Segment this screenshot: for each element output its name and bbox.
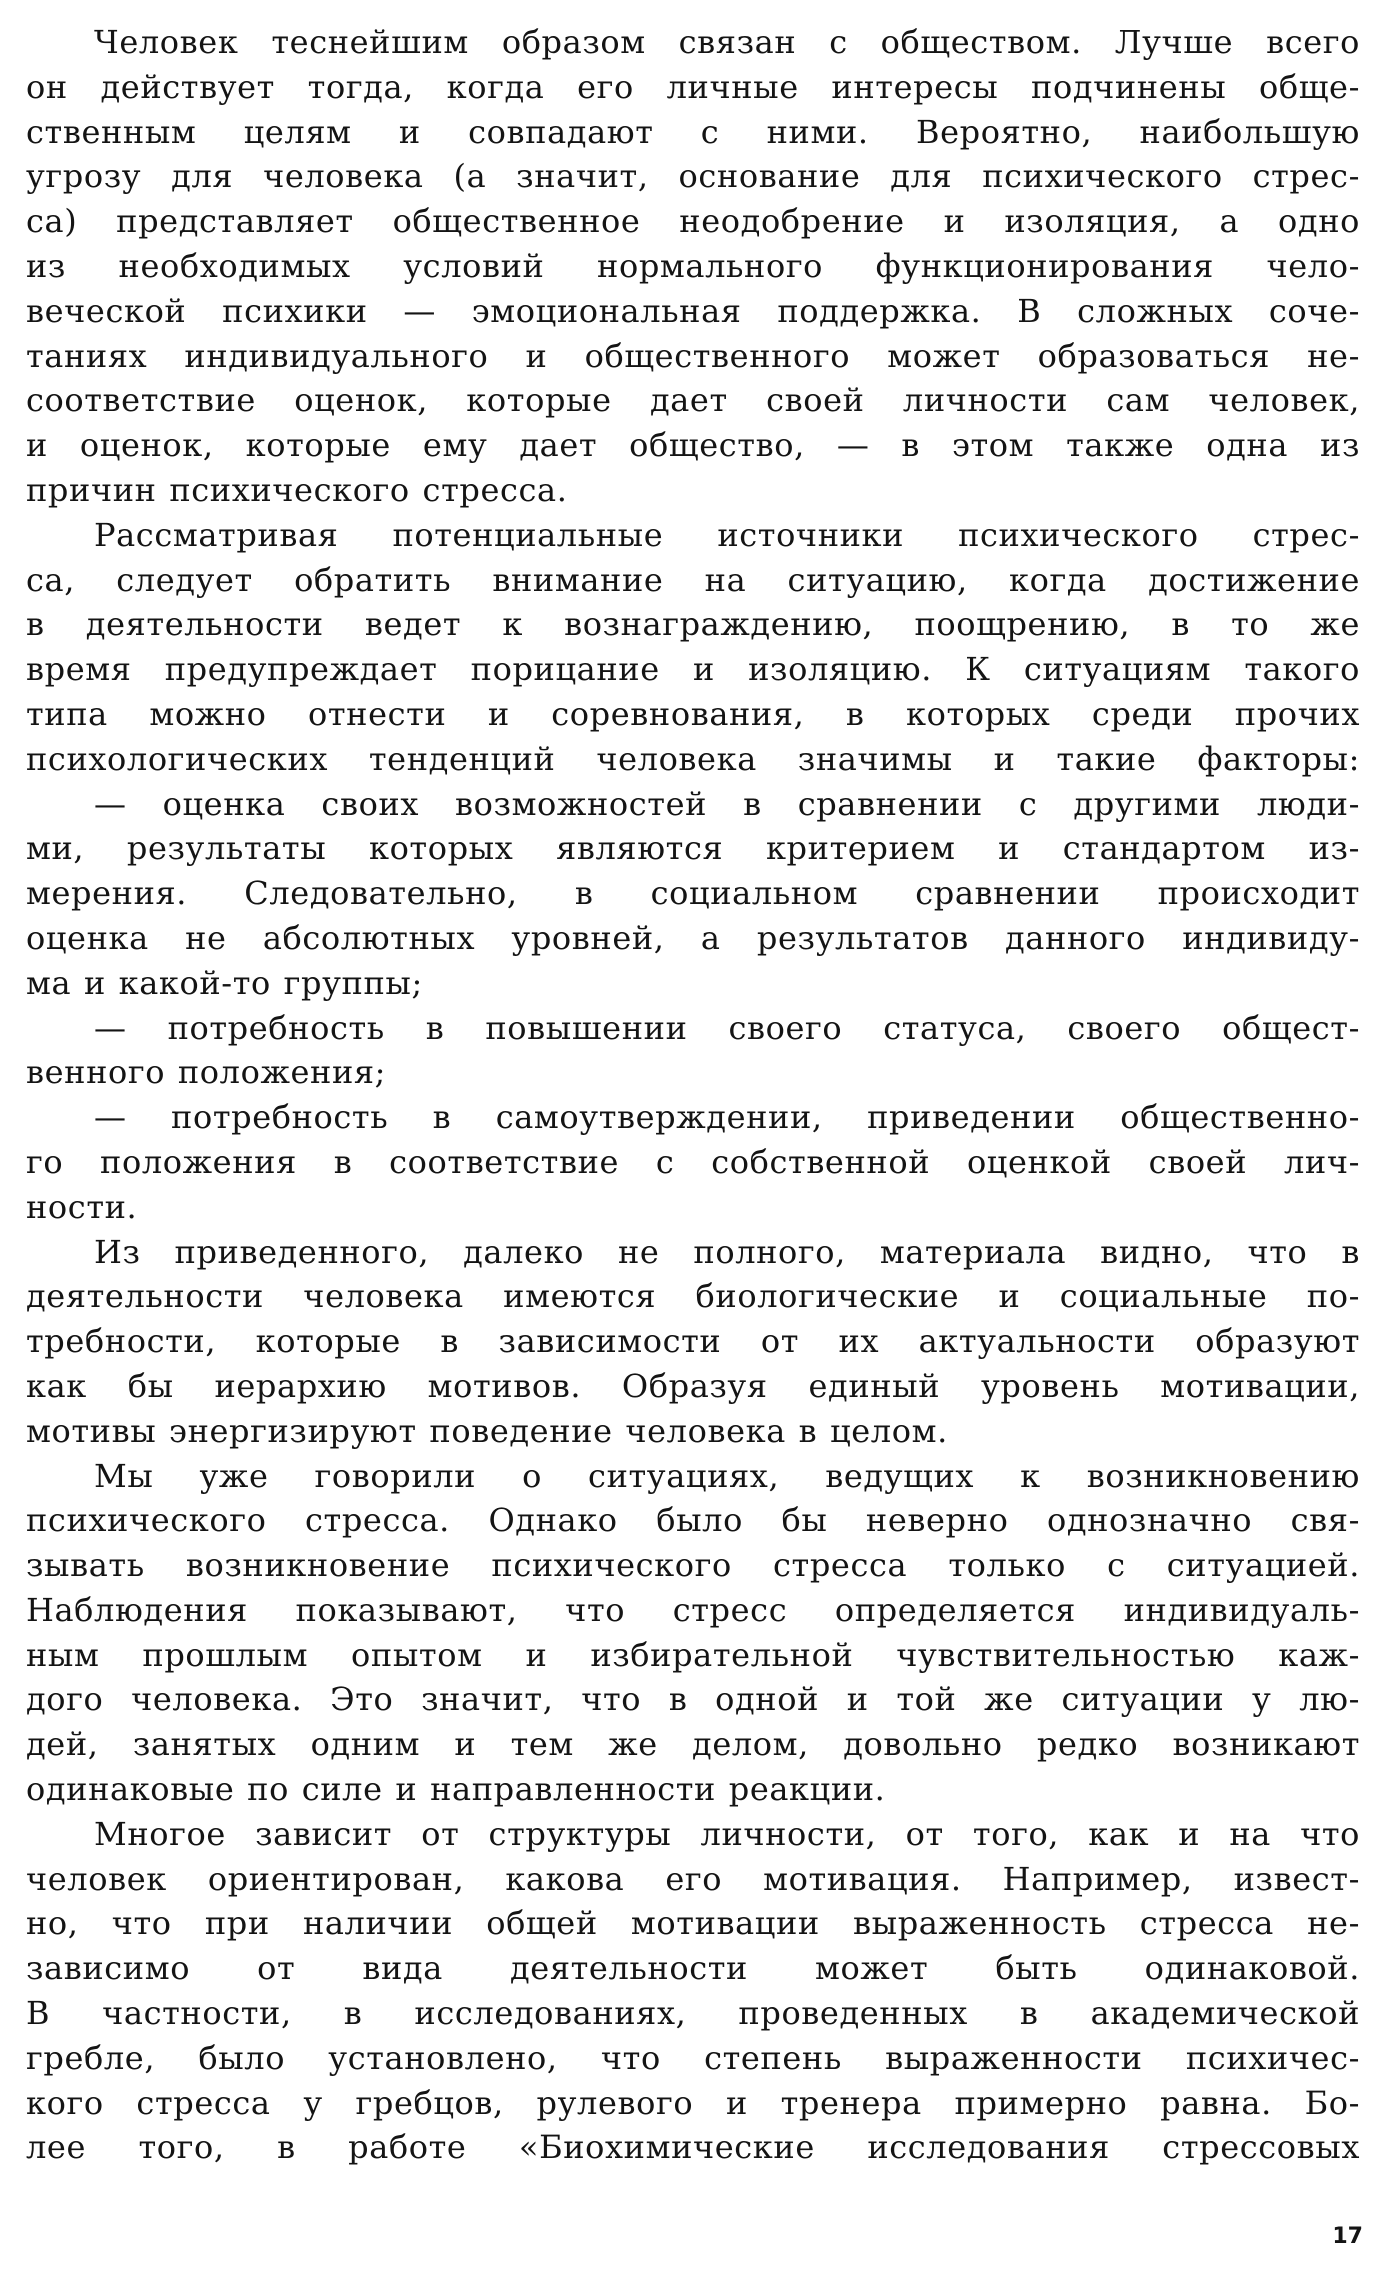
text-line: са) представляет общественное неодобрение и изоляция, а одно	[26, 202, 1360, 241]
page-number: 17	[1332, 2224, 1363, 2249]
text-line: зывать возникновение психического стресса только с ситуацией.	[26, 1546, 1360, 1585]
text-line: дого человека. Это значит, что в одной и той же ситуации у лю-	[26, 1680, 1360, 1719]
text-line: деятельности человека имеются биологические и социальные по-	[26, 1277, 1360, 1316]
text-line: зависимо от вида деятельности может быть одинаковой.	[26, 1949, 1360, 1988]
text-line: мотивы энергизируют поведение человека в целом.	[26, 1411, 948, 1450]
text-line: оценка не абсолютных уровней, а результатов данного индивиду-	[26, 918, 1360, 957]
text-line: таниях индивидуального и общественного может образоваться не-	[26, 336, 1360, 375]
text-line: но, что при наличии общей мотивации выраженность стресса не-	[26, 1904, 1360, 1943]
text-line: как бы иерархию мотивов. Образуя единый уровень мотивации,	[26, 1366, 1360, 1405]
text-line: — потребность в повышении своего статуса, своего общест-	[94, 1008, 1360, 1047]
text-line: ным прошлым опытом и избирательной чувствительностью каж-	[26, 1635, 1360, 1674]
text-line: мерения. Следовательно, в социальном сравнении происходит	[26, 874, 1360, 913]
text-line: веческой психики — эмоциональная поддержка. В сложных соче-	[26, 291, 1360, 330]
text-line: требности, которые в зависимости от их актуальности образуют	[26, 1322, 1360, 1361]
text-line: из необходимых условий нормального функционирования чело-	[26, 246, 1360, 285]
text-line: ма и какой-то группы;	[26, 963, 423, 1002]
text-line: в деятельности ведет к вознаграждению, поощрению, в то же	[26, 605, 1360, 644]
text-line: Мы уже говорили о ситуациях, ведущих к возникновению	[94, 1456, 1360, 1495]
text-line: — потребность в самоутверждении, приведении общественно-	[94, 1098, 1360, 1137]
text-line: лее того, в работе «Биохимические исследования стрессовых	[26, 2128, 1360, 2167]
text-line: соответствие оценок, которые дает своей личности сам человек,	[26, 381, 1360, 420]
text-line: время предупреждает порицание и изоляцию. К ситуациям такого	[26, 650, 1360, 689]
text-line: Наблюдения показывают, что стресс определяется индивидуаль-	[26, 1590, 1360, 1629]
text-line: Многое зависит от структуры личности, от того, как и на что	[94, 1814, 1360, 1853]
text-line: одинаковые по силе и направленности реакции.	[26, 1770, 886, 1809]
text-line: гребле, было установлено, что степень выраженности психичес-	[26, 2038, 1360, 2077]
text-line: человек ориентирован, какова его мотивация. Например, извест-	[26, 1859, 1360, 1898]
text-line: психического стресса. Однако было бы неверно однозначно свя-	[26, 1501, 1360, 1540]
text-line: — оценка своих возможностей в сравнении с другими люди-	[94, 784, 1360, 823]
text-line: причин психического стресса.	[26, 470, 568, 509]
text-line: психологических тенденций человека значимы и такие факторы:	[26, 739, 1360, 778]
text-line: дей, занятых одним и тем же делом, довольно редко возникают	[26, 1725, 1360, 1764]
text-line: угрозу для человека (а значит, основание для психического стрес-	[26, 157, 1360, 196]
text-line: Из приведенного, далеко не полного, материала видно, что в	[94, 1232, 1360, 1271]
page-text	[26, 20, 1360, 2170]
text-line: Рассматривая потенциальные источники психического стрес-	[94, 515, 1360, 554]
text-line: го положения в соответствие с собственной оценкой своей лич-	[26, 1142, 1360, 1181]
book-page	[26, 20, 1360, 2220]
text-line: ности.	[26, 1187, 138, 1226]
text-line: Человек теснейшим образом связан с обществом. Лучше всего	[94, 23, 1360, 61]
text-line: В частности, в исследованиях, проведенных в академической	[26, 1994, 1360, 2033]
text-line: он действует тогда, когда его личные интересы подчинены обще-	[26, 67, 1360, 106]
text-line: ственным целям и совпадают с ними. Вероятно, наибольшую	[26, 112, 1360, 151]
text-line: типа можно отнести и соревнования, в которых среди прочих	[26, 694, 1360, 733]
text-line: кого стресса у гребцов, рулевого и тренера примерно равна. Бо-	[26, 2083, 1360, 2122]
text-line: са, следует обратить внимание на ситуацию, когда достижение	[26, 560, 1360, 599]
text-line: ми, результаты которых являются критерием и стандартом из-	[26, 829, 1360, 868]
text-line: и оценок, которые ему дает общество, — в этом также одна из	[26, 426, 1360, 465]
text-line: венного положения;	[26, 1053, 387, 1092]
